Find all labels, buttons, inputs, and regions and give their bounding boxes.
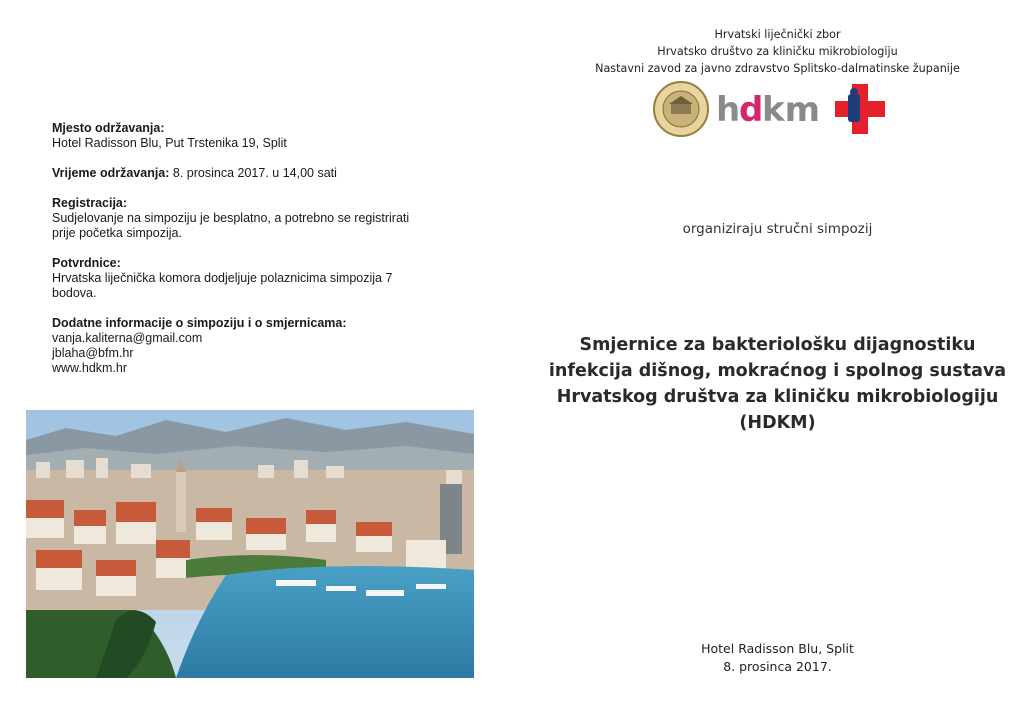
registration-block [52, 196, 452, 241]
hdkm-logo-km: km [762, 90, 821, 130]
symposium-title [520, 332, 1024, 436]
organizer-1: Hrvatski liječnički zbor [714, 28, 841, 41]
contact-email-2[interactable]: jblaha@bfm.hr [52, 346, 134, 360]
time-block [52, 166, 452, 181]
logos-graphic [652, 80, 892, 138]
organize-statement: organiziraju stručni simpozij [682, 221, 873, 237]
venue-line: Hotel Radisson Blu, Split [701, 641, 854, 656]
split-city-photo [26, 410, 474, 678]
certificates-text-2: bodova. [52, 286, 97, 300]
venue-date [520, 640, 1024, 676]
venue-label: Mjesto održavanja: [52, 121, 165, 135]
registration-text-2: prije početka simpozija. [52, 226, 182, 240]
registration-text-1: Sudjelovanje na simpoziju je besplatno, a potrebno se registrirati [52, 211, 410, 225]
event-info [52, 121, 452, 391]
title-line-2: infekcija dišnog, mokraćnog i spolnog sustava [548, 361, 1007, 381]
time-label: Vrijeme održavanja: [52, 166, 170, 180]
red-cross-microscope-icon [835, 84, 885, 134]
certificates-text-1: Hrvatska liječnička komora dodjeljuje polaznicima simpozija 7 [52, 271, 393, 285]
contact-website[interactable]: www.hdkm.hr [52, 361, 128, 375]
hdkm-logo-d: d [739, 90, 764, 130]
certificates-block [52, 256, 452, 301]
contact-email-1[interactable]: vanja.kaliterna@gmail.com [52, 331, 203, 345]
date-line: 8. prosinca 2017. [723, 659, 832, 674]
venue-value: Hotel Radisson Blu, Put Trstenika 19, Split [52, 136, 287, 150]
hlz-seal-icon [654, 82, 708, 136]
organizer-logos [652, 80, 892, 138]
time-value: 8. prosinca 2017. u 14,00 sati [169, 166, 337, 180]
info-block [52, 316, 452, 376]
info-label: Dodatne informacije o simpoziju i o smjernicama: [52, 316, 347, 330]
hdkm-logo-h: h [716, 90, 741, 130]
title-line-3: Hrvatskog društva za kliničku mikrobiologiju [556, 387, 999, 407]
certificates-label: Potvrdnice: [52, 256, 121, 270]
registration-label: Registracija: [52, 196, 128, 210]
organizer-3: Nastavni zavod za javno zdravstvo Splitsko-dalmatinske županije [595, 62, 960, 75]
venue-block [52, 121, 452, 151]
title-line-4: (HDKM) [739, 413, 816, 433]
organizer-2: Hrvatsko društvo za kliničku mikrobiologiju [657, 45, 898, 58]
title-line-1: Smjernice za bakteriološku dijagnostiku [579, 335, 976, 355]
city-illustration [26, 410, 474, 678]
organizers-list [520, 26, 1024, 77]
